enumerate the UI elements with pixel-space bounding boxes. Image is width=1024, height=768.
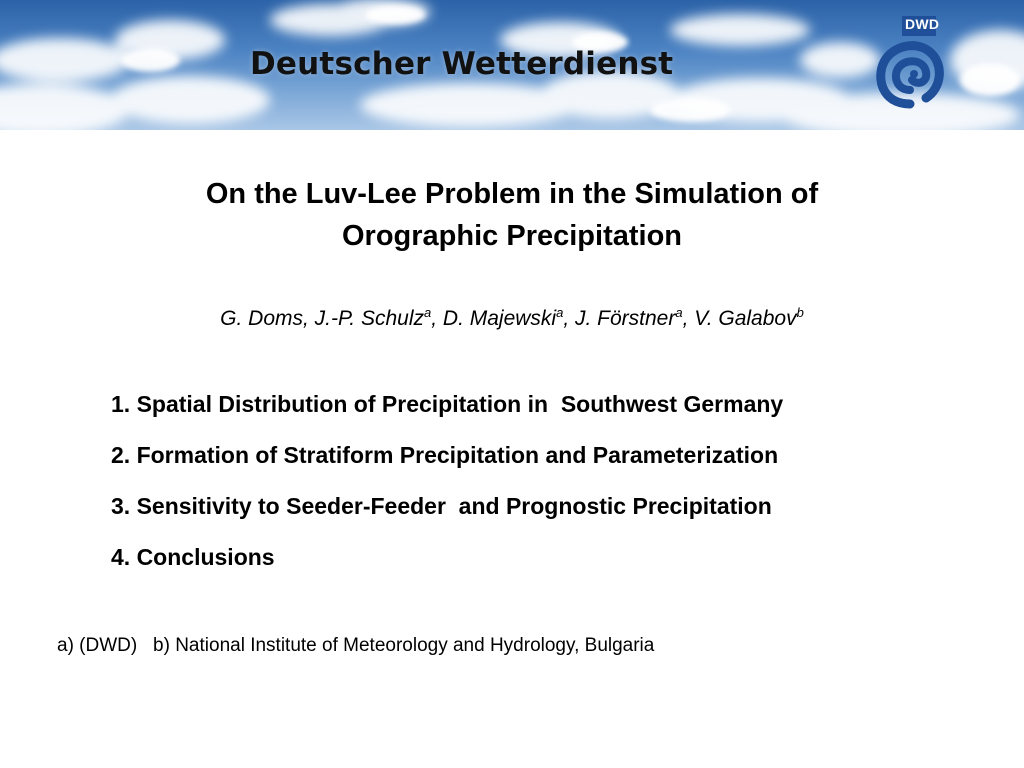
author-names: , J. Förstner [563,307,676,330]
outline-item-2: 2. Formation of Stratiform Precipitation and Parameterization [111,442,779,468]
title-line-1: On the Luv-Lee Problem in the Simulation of [205,178,819,210]
outline-list [111,388,783,592]
affiliation-mark: a [556,305,564,320]
organization-name: Deutscher Wetterdienst [250,46,674,82]
header-banner [0,0,1024,130]
author-group-4 [683,307,804,330]
logo-label: DWD [905,16,940,32]
author-names: G. Doms, J.-P. Schulz [220,307,424,330]
slide-title [100,173,924,257]
outline-item-3: 3. Sensitivity to Seeder-Feeder and Prognostic Precipitation [111,493,772,519]
affiliation-mark: b [796,305,804,320]
author-names: , V. Galabov [682,307,797,330]
author-group-2 [431,307,563,330]
affiliation-mark: a [424,305,432,320]
title-line-2: Orographic Precipitation [342,220,682,252]
author-group-1 [220,307,431,330]
outline-item-1: 1. Spatial Distribution of Precipitation in Southwest Germany [111,391,784,417]
author-names: , D. Majewski [431,307,557,330]
outline-item-4: 4. Conclusions [111,544,275,570]
affiliations-note: a) (DWD) b) National Institute of Meteorology and Hydrology, Bulgaria [57,635,655,656]
affiliation-mark: a [675,305,683,320]
author-group-3 [563,307,682,330]
authors-line [100,305,924,333]
